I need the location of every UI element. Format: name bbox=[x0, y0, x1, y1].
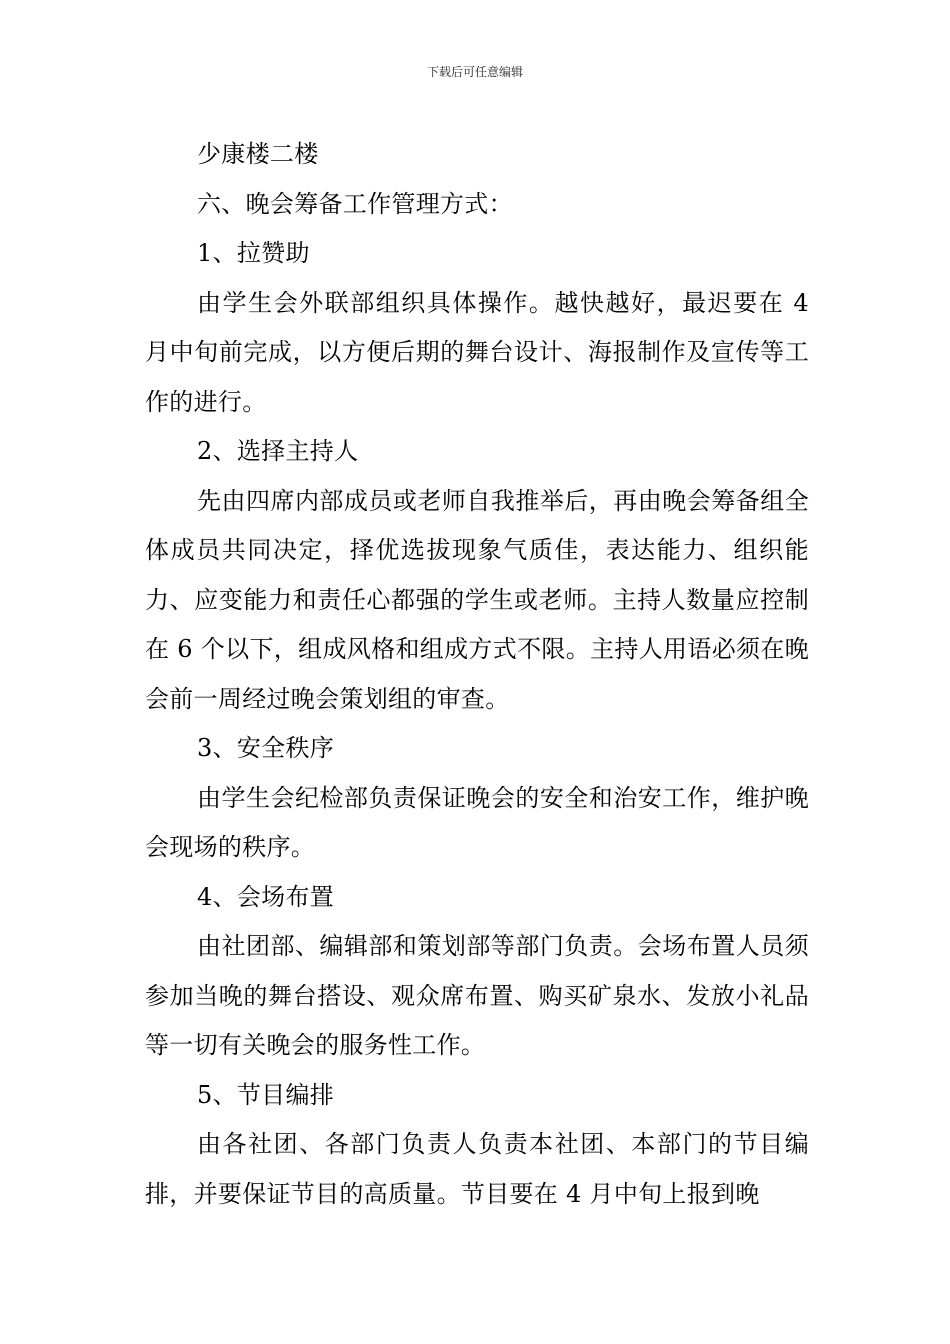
paragraph-host-selection: 先由四席内部成员或老师自我推举后，再由晚会筹备组全体成员共同决定，择优选拔现象气质佳，表达能力、组织能力、应变能力和责任心都强的学生或老师。主持人数量应控制在 6 个以下，组成风格和组成方式不限。主持人用语必须在晚会前一周经过晚会策划组的审查。 bbox=[145, 486, 809, 713]
paragraph-venue-setup: 由社团部、编辑部和策划部等部门负责。会场布置人员须参加当晚的舞台搭设、观众席布置、购买矿泉水、发放小礼品等一切有关晚会的服务性工作。 bbox=[145, 932, 809, 1059]
paragraph-location: 少康楼二楼 bbox=[197, 140, 319, 168]
subheading-venue-setup: 4、会场布置 bbox=[197, 882, 335, 911]
subheading-sponsorship: 1、拉赞助 bbox=[197, 239, 310, 267]
page-header: 下载后可任意编辑 bbox=[426, 65, 523, 79]
subheading-security: 3、安全秩序 bbox=[197, 734, 335, 762]
document-body bbox=[145, 130, 809, 1219]
subheading-program-arrangement: 5、节目编排 bbox=[197, 1080, 335, 1109]
paragraph-sponsorship: 由学生会外联部组织具体操作。越快越好，最迟要在 4 月中旬前完成，以方便后期的舞台设计、海报制作及宣传等工作的进行。 bbox=[145, 288, 809, 416]
paragraph-program-arrangement: 由各社团、各部门负责人负责本社团、本部门的节目编排，并要保证节目的高质量。节目要在 4 月中旬上报到晚 bbox=[145, 1130, 809, 1208]
section-heading-management: 六、晚会筹备工作管理方式： bbox=[197, 189, 513, 218]
paragraph-security: 由学生会纪检部负责保证晚会的安全和治安工作，维护晚会现场的秩序。 bbox=[145, 783, 809, 861]
subheading-host-selection: 2、选择主持人 bbox=[197, 437, 359, 465]
